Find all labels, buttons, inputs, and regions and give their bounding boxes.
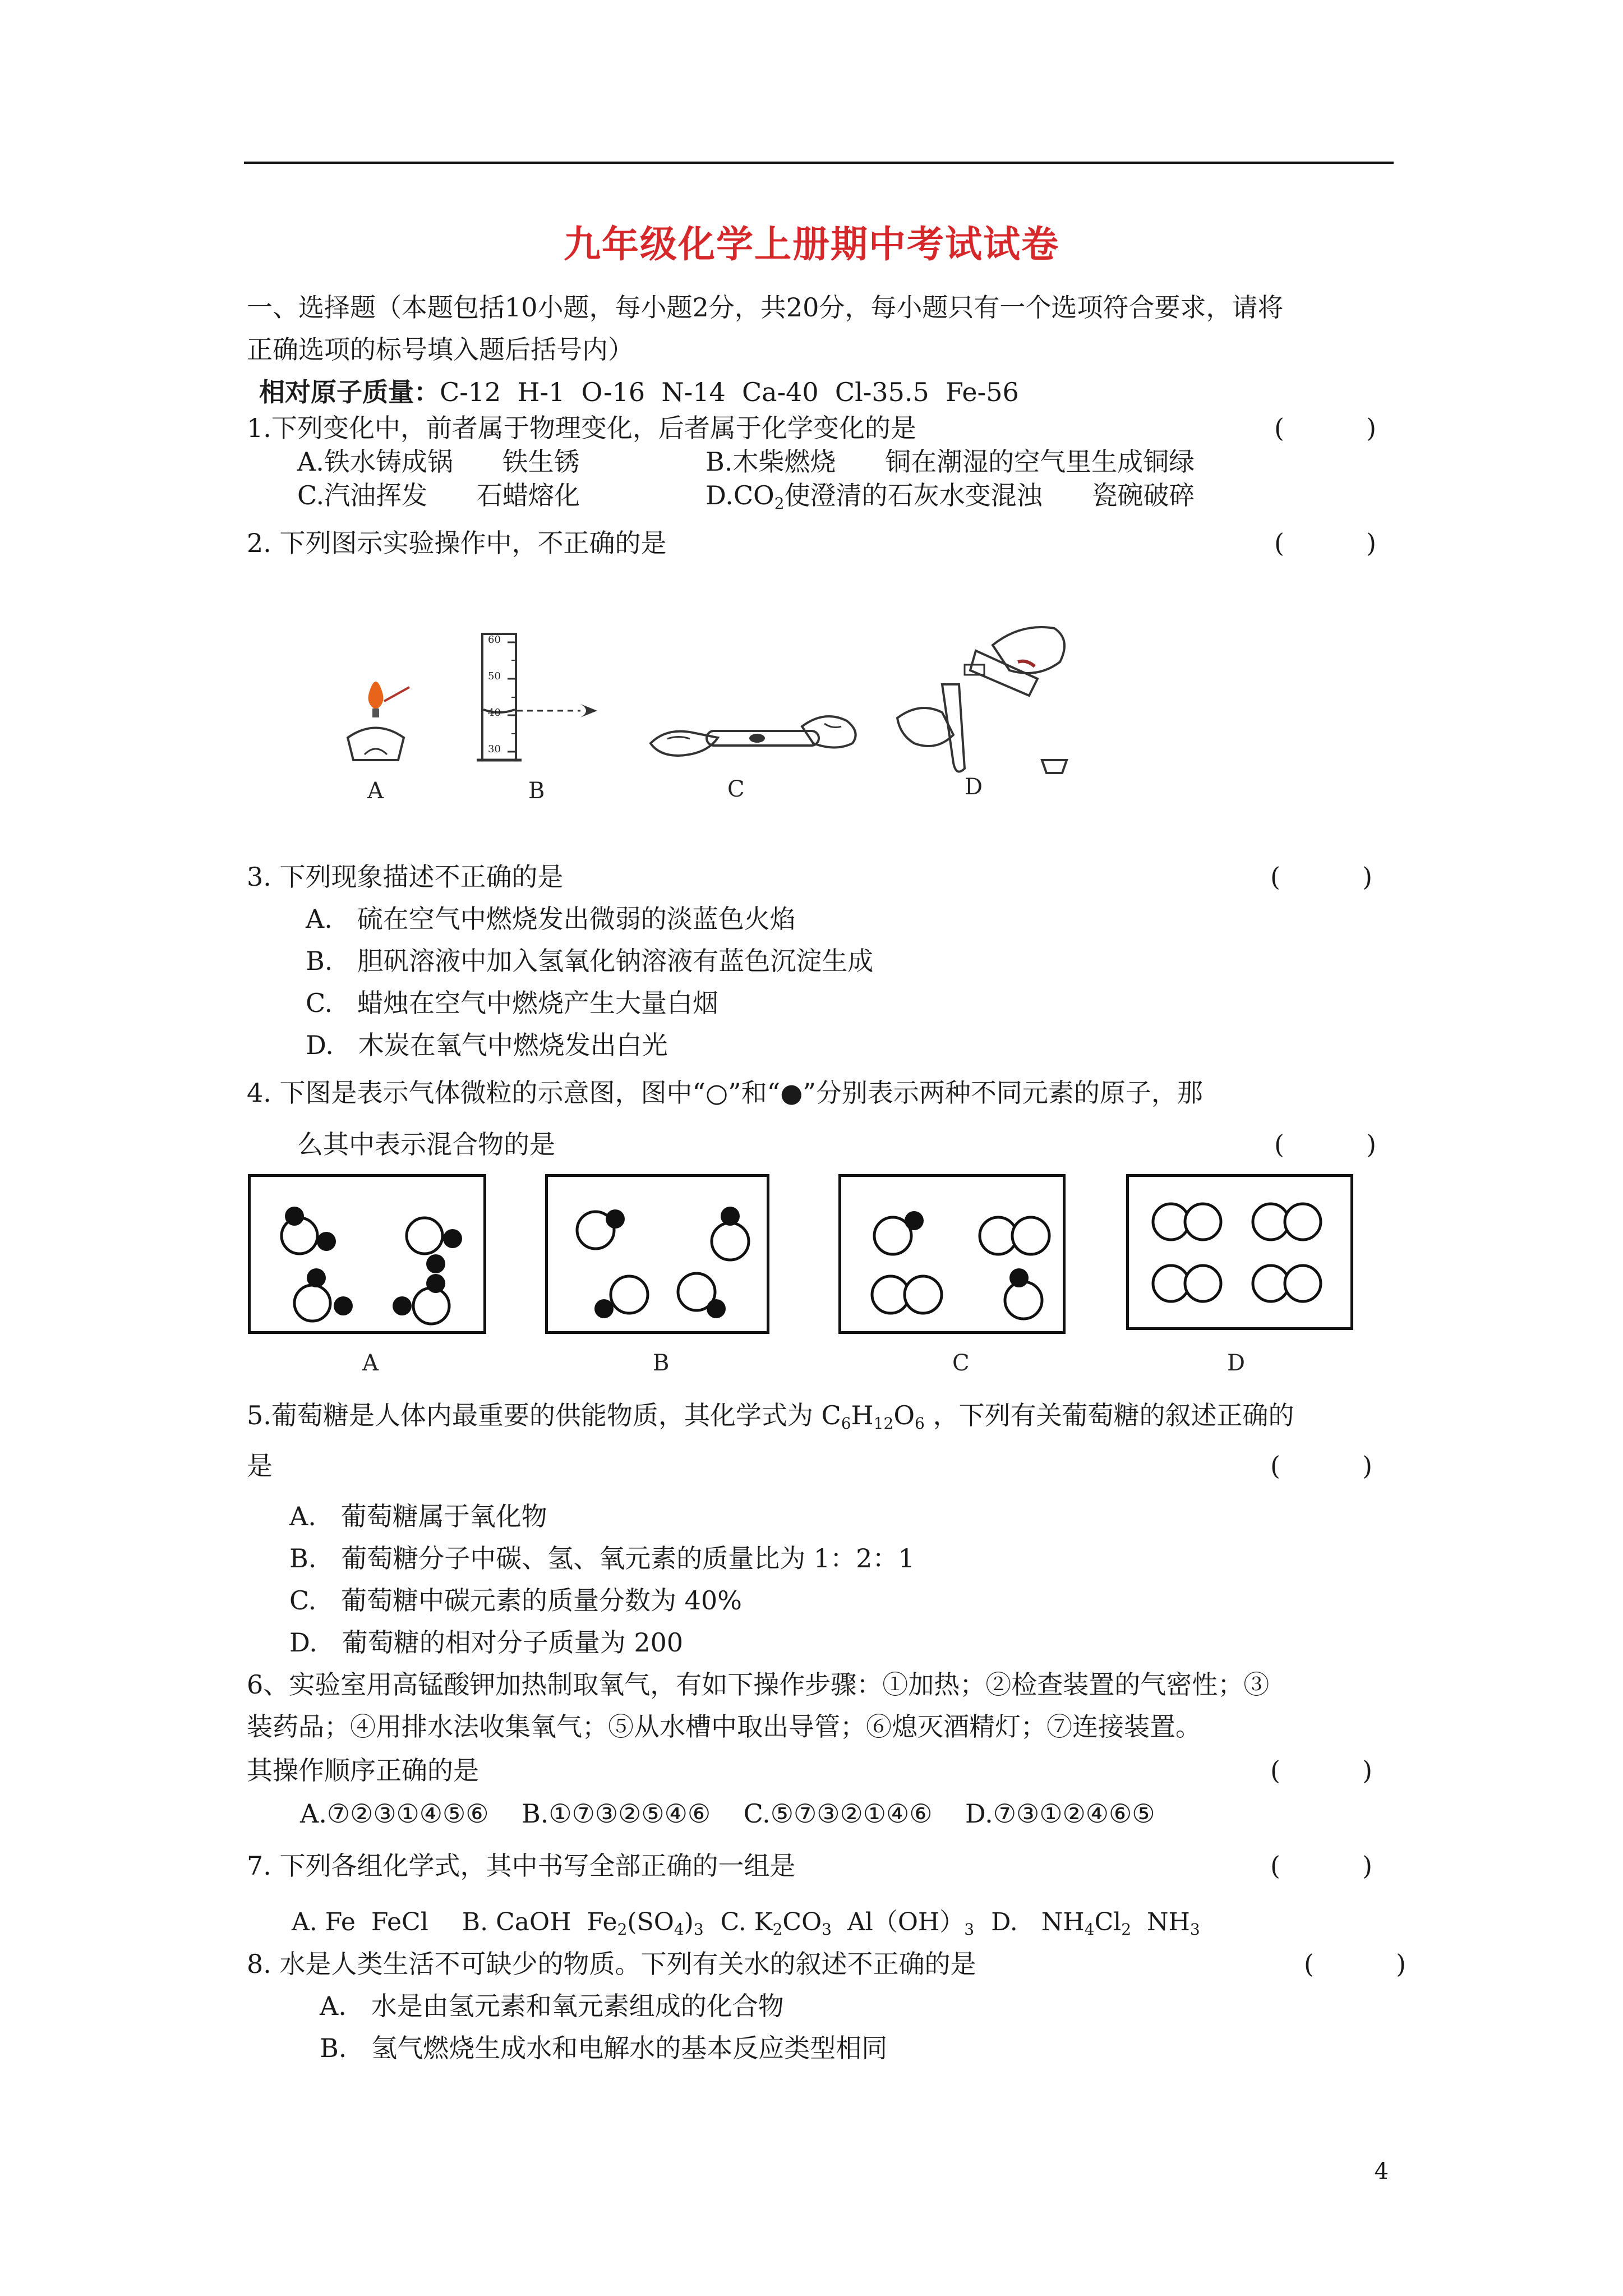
q4-label-b: B — [653, 1350, 670, 1376]
q5-stem-line2: 是 — [247, 1451, 273, 1481]
cyl-tick-30: 30 — [488, 743, 501, 755]
q4-stem-line1: 4. 下图是表示气体微粒的示意图，图中“○”和“●”分别表示两种不同元素的原子，那 — [247, 1078, 1203, 1108]
cyl-tick-50: 50 — [488, 670, 501, 682]
q7-option-d: D. $NH_4Cl_2$ $NH_3$ — [991, 1908, 1200, 1939]
q2-stem: 2. 下列图示实验操作中，不正确的是 — [247, 528, 667, 558]
q7-option-c: C. $K_2CO_3$ $Al(OH)_3$ — [720, 1908, 975, 1939]
q1-option-a: A.铁水铸成锅 铁生锈 — [297, 447, 580, 477]
q4-box-c — [838, 1174, 1066, 1334]
q2-label-b: B — [528, 778, 545, 804]
q5-stem: 5.葡萄糖是人体内最重要的供能物质，其化学式为 $C_6H_{12}O_6$ ，下列有关葡萄糖的叙述正确的 — [247, 1400, 1294, 1433]
cyl-tick-60: 60 — [488, 634, 501, 646]
q3-stem: 3. 下列现象描述不正确的是 — [247, 862, 564, 892]
q7-stem: 7. 下列各组化学式，其中书写全部正确的一组是 — [247, 1851, 796, 1881]
section-heading-line2: 正确选项的标号填入题后括号内） — [247, 334, 634, 365]
q8-option-a: A. 水是由氢元素和氧元素组成的化合物 — [320, 1991, 784, 2021]
q3-option-c: C. 蜡烛在空气中燃烧产生大量白烟 — [306, 988, 719, 1018]
q4-label-d: D — [1227, 1350, 1246, 1376]
flame-icon — [368, 682, 384, 710]
stopper-icon — [1042, 760, 1067, 773]
q6-stem-line1: 6、实验室用高锰酸钾加热制取氧气，有如下操作步骤：①加热；②检查装置的气密性；③ — [247, 1669, 1270, 1700]
q2-figure-c-test-tube — [645, 704, 864, 766]
q5-option-a: A. 葡萄糖属于氧化物 — [289, 1501, 547, 1531]
q4-box-b — [545, 1174, 769, 1334]
page-number: 4 — [1374, 2159, 1389, 2184]
atomic-mass-label: 相对原子质量： — [259, 377, 440, 407]
q3-option-b: B. 胆矾溶液中加入氢氧化钠溶液有蓝色沉淀生成 — [306, 946, 874, 976]
q1-option-b: B.木柴燃烧 铜在潮湿的空气里生成铜绿 — [706, 447, 1195, 477]
q1-option-c: C.汽油挥发 石蜡熔化 — [297, 480, 580, 510]
q6-stem-line2: 装药品；④用排水法收集氧气；⑤从水槽中取出导管；⑥熄灭酒精灯；⑦连接装置。 — [247, 1711, 1201, 1742]
atomic-mass-line — [259, 379, 1019, 405]
header-rule — [244, 162, 1394, 164]
q7-option-b: B. CaOH $Fe_2(SO_4)_3$ — [462, 1908, 704, 1939]
q5-answer-paren: ( ) — [1270, 1451, 1373, 1481]
q5-option-d: D. 葡萄糖的相对分子质量为 200 — [289, 1627, 684, 1658]
q1-stem: 1.下列变化中，前者属于物理变化，后者属于化学变化的是 — [247, 413, 916, 443]
q4-answer-paren: ( ) — [1274, 1129, 1377, 1159]
q4-box-a — [248, 1174, 486, 1334]
q2-answer-paren: ( ) — [1274, 528, 1377, 558]
q8-stem: 8. 水是人类生活不可缺少的物质。下列有关水的叙述不正确的是 — [247, 1949, 976, 1979]
page-title: 九年级化学上册期中考试试卷 — [564, 222, 1059, 266]
q7-answer-paren: ( ) — [1270, 1851, 1373, 1881]
q2-label-d: D — [965, 774, 983, 800]
q1-option-d: $D.CO_2$使澄清的石灰水变混浊 瓷碗破碎 — [706, 480, 1195, 513]
q3-option-d: D. 木炭在氧气中燃烧发出白光 — [306, 1030, 668, 1060]
q7-option-a: A. Fe FeCl — [292, 1908, 428, 1936]
q8-answer-paren: ( ) — [1304, 1949, 1407, 1979]
q3-option-a: A. 硫在空气中燃烧发出微弱的淡蓝色火焰 — [306, 904, 796, 934]
q8-option-b: B. 氢气燃烧生成水和电解水的基本反应类型相同 — [320, 2033, 888, 2063]
section-heading-line1: 一、选择题（本题包括10小题，每小题2分，共20分，每小题只有一个选项符合要求，请将 — [247, 292, 1284, 323]
q2-figure-a-alcohol-lamp — [342, 670, 415, 766]
q6-answer-paren: ( ) — [1270, 1755, 1373, 1786]
q4-label-a: A — [362, 1350, 379, 1376]
q2-label-c: C — [727, 776, 745, 802]
q5-option-c: C. 葡萄糖中碳元素的质量分数为 40% — [289, 1585, 742, 1616]
q2-label-a: A — [367, 778, 384, 804]
q6-stem-line3: 其操作顺序正确的是 — [247, 1755, 479, 1786]
cyl-tick-40: 40 — [488, 707, 501, 719]
q4-label-c: C — [952, 1350, 970, 1376]
q4-stem-line2: 么其中表示混合物的是 — [297, 1129, 555, 1159]
q7-options — [292, 1910, 1200, 1938]
q6-options: A.⑦②③①④⑤⑥ B.①⑦③②⑤④⑥ C.⑤⑦③②①④⑥ D.⑦③①②④⑥⑤ — [300, 1798, 1155, 1829]
q3-answer-paren: ( ) — [1270, 862, 1373, 892]
q1-answer-paren: ( ) — [1274, 413, 1377, 443]
eye-icon — [580, 704, 597, 717]
q2-figure-d-pouring — [892, 617, 1077, 780]
q4-box-d — [1126, 1174, 1353, 1330]
atomic-mass-values: C-12 H-1 O-16 N-14 Ca-40 Cl-35.5 Fe-56 — [440, 377, 1019, 407]
q5-option-b: B. 葡萄糖分子中碳、氢、氧元素的质量比为 1：2：1 — [289, 1543, 915, 1573]
